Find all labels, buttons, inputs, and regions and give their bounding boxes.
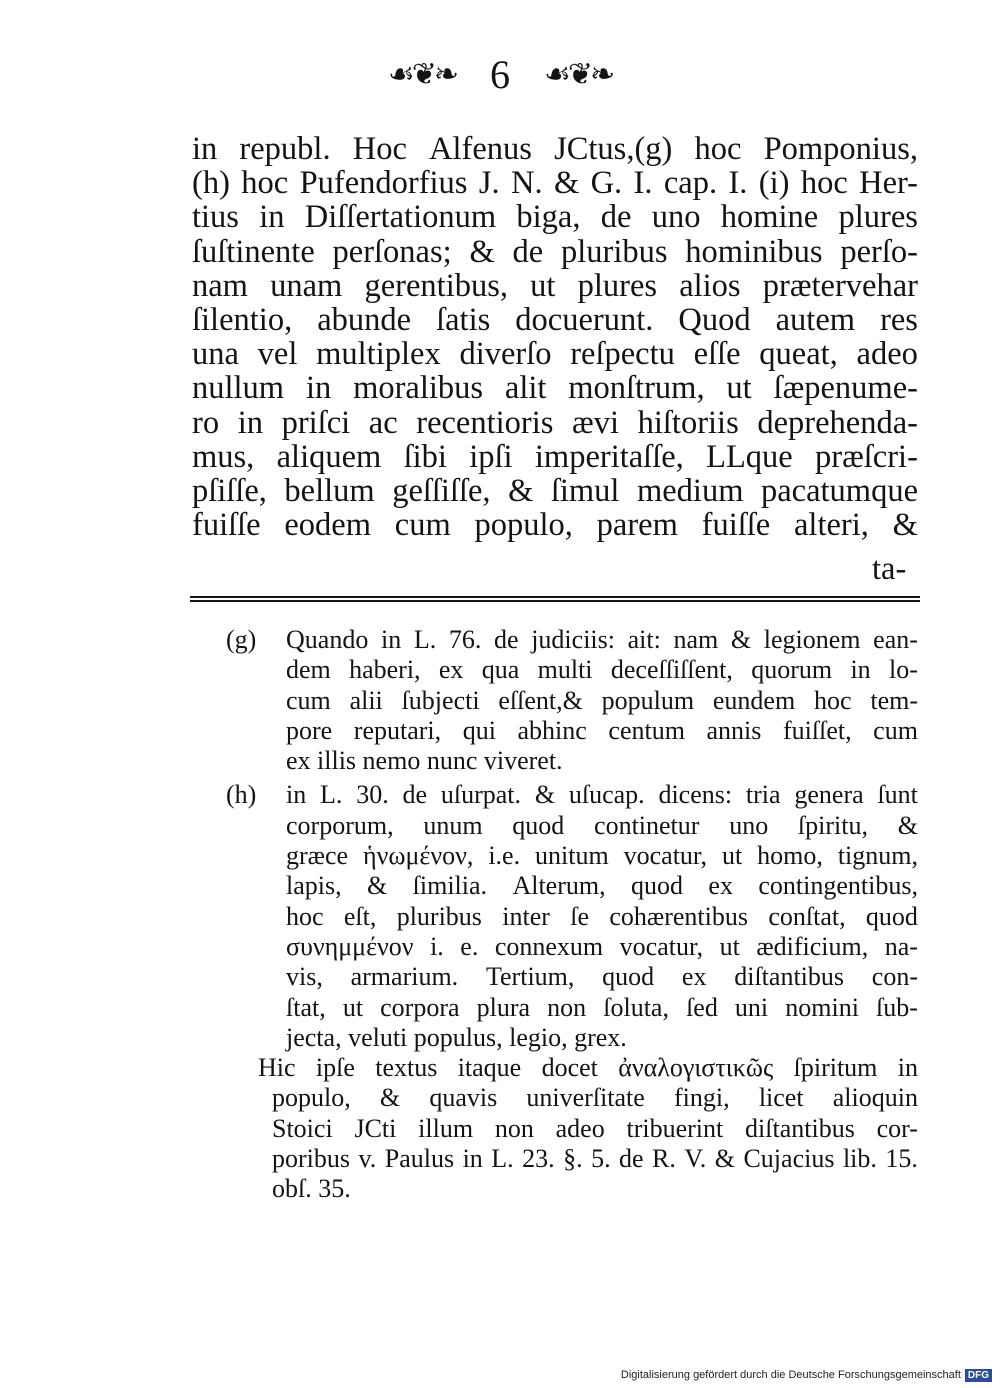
footnote-line: dem haberi, ex qua multi deceſſiſſent, quorum in lo-: [286, 655, 918, 685]
footnote-line: pore reputari, qui abhinc centum annis fuiſſet, cum: [286, 715, 918, 745]
footnote-continuation: [226, 1053, 918, 1204]
footnotes: [226, 625, 918, 1205]
footnote-line: συνημμένον i. e. connexum vocatur, ut ædificium, na-: [286, 931, 918, 961]
catchword: ta-: [872, 551, 907, 587]
main-text-line: pſiſſe, bellum geſſiſſe, & ſimul medium pacatumque: [192, 473, 918, 510]
footnote-line: in L. 30. de uſurpat. & uſucap. dicens: tria genera ſunt: [286, 780, 918, 810]
footnote-body: [286, 780, 918, 1053]
footer-text: Digitalisierung gefördert durch die Deutsche Forschungsgemeinschaft: [620, 1369, 961, 1381]
footnote-line: Quando in L. 76. de judiciis: ait: nam & legionem ean-: [286, 625, 918, 654]
footnote-g: [226, 625, 918, 776]
footnote-line: populo, & quavis univerſitate fingi, licet alioquin: [272, 1083, 918, 1113]
main-text-line: tius in Diſſertationum biga, de uno homine plures: [192, 199, 918, 236]
main-text-line: mus, aliquem ſibi ipſi imperitaſſe, LLque præſcri-: [192, 438, 918, 475]
page-header: [0, 52, 1000, 97]
main-text: [192, 132, 918, 542]
footnote-line: Stoici JCti illum non adeo tribuerint diſtantibus cor-: [272, 1113, 918, 1143]
page-number: 6: [490, 52, 510, 97]
footnote-line: Hic ipſe textus itaque docet ἀναλογιστικῶς ſpiritum in: [258, 1053, 918, 1083]
footnote-line: corporum, unum quod continetur uno ſpiritu, &: [286, 810, 918, 840]
main-text-line: ro in priſci ac recentioris ævi hiſtoriis deprehenda-: [192, 404, 918, 441]
main-text-line: ſuſtinente perſonas; & de pluribus hominibus perſo-: [192, 233, 918, 270]
footnote-line: ex illis nemo nunc viveret.: [286, 746, 563, 776]
footnote-mark: (h): [226, 780, 257, 810]
ornament-right-icon: ☙❦❧: [544, 58, 613, 91]
main-text-line: nam unam gerentibus, ut plures alios prætervehar: [192, 267, 918, 304]
main-text-line: ſilentio, abunde ſatis docuerunt. Quod autem res: [192, 302, 918, 339]
footnote-line: ſtat, ut corpora plura non ſoluta, ſed uni nomini ſub-: [286, 992, 918, 1022]
main-text-line: una vel multiplex diverſo reſpectu eſſe queat, adeo: [192, 336, 918, 373]
footnote-line: lapis, & ſimilia. Alterum, quod ex contingentibus,: [286, 871, 918, 901]
footnote-line: poribus v. Paulus in L. 23. §. 5. de R. V. & Cujacius lib. 15.: [272, 1144, 918, 1174]
dfg-logo-icon: DFG: [965, 1369, 992, 1382]
footnote-line: cum alii ſubjecti eſſent,& populum eundem hoc tem-: [286, 685, 918, 715]
footnote-line: græce ἡνωμένον, i.e. unitum vocatur, ut homo, tignum,: [286, 841, 918, 871]
main-text-line: fuiſſe eodem cum populo, parem fuiſſe alteri, &: [192, 507, 918, 544]
footnote-body: [286, 625, 918, 776]
footnote-line: vis, armarium. Tertium, quod ex diſtantibus con-: [286, 962, 918, 992]
digitization-footer: [612, 1366, 992, 1384]
main-text-line: (h) hoc Pufendorfius J. N. & G. I. cap. I. (i) hoc Her-: [192, 165, 918, 202]
footnote-line: jecta, veluti populus, legio, grex.: [286, 1022, 627, 1052]
footnote-line: obſ. 35.: [272, 1174, 351, 1204]
footnote-divider: [190, 596, 920, 602]
footnote-line: hoc eſt, pluribus inter ſe cohærentibus conſtat, quod: [286, 901, 918, 931]
main-text-line: nullum in moralibus alit monſtrum, ut ſæpenume-: [192, 370, 918, 407]
footnote-mark: (g): [226, 625, 257, 654]
ornament-left-icon: ☙❦❧: [387, 58, 456, 91]
main-text-line: in republ. Hoc Alfenus JCtus,(g) hoc Pomponius,: [192, 131, 918, 167]
footnote-h: [226, 780, 918, 1053]
